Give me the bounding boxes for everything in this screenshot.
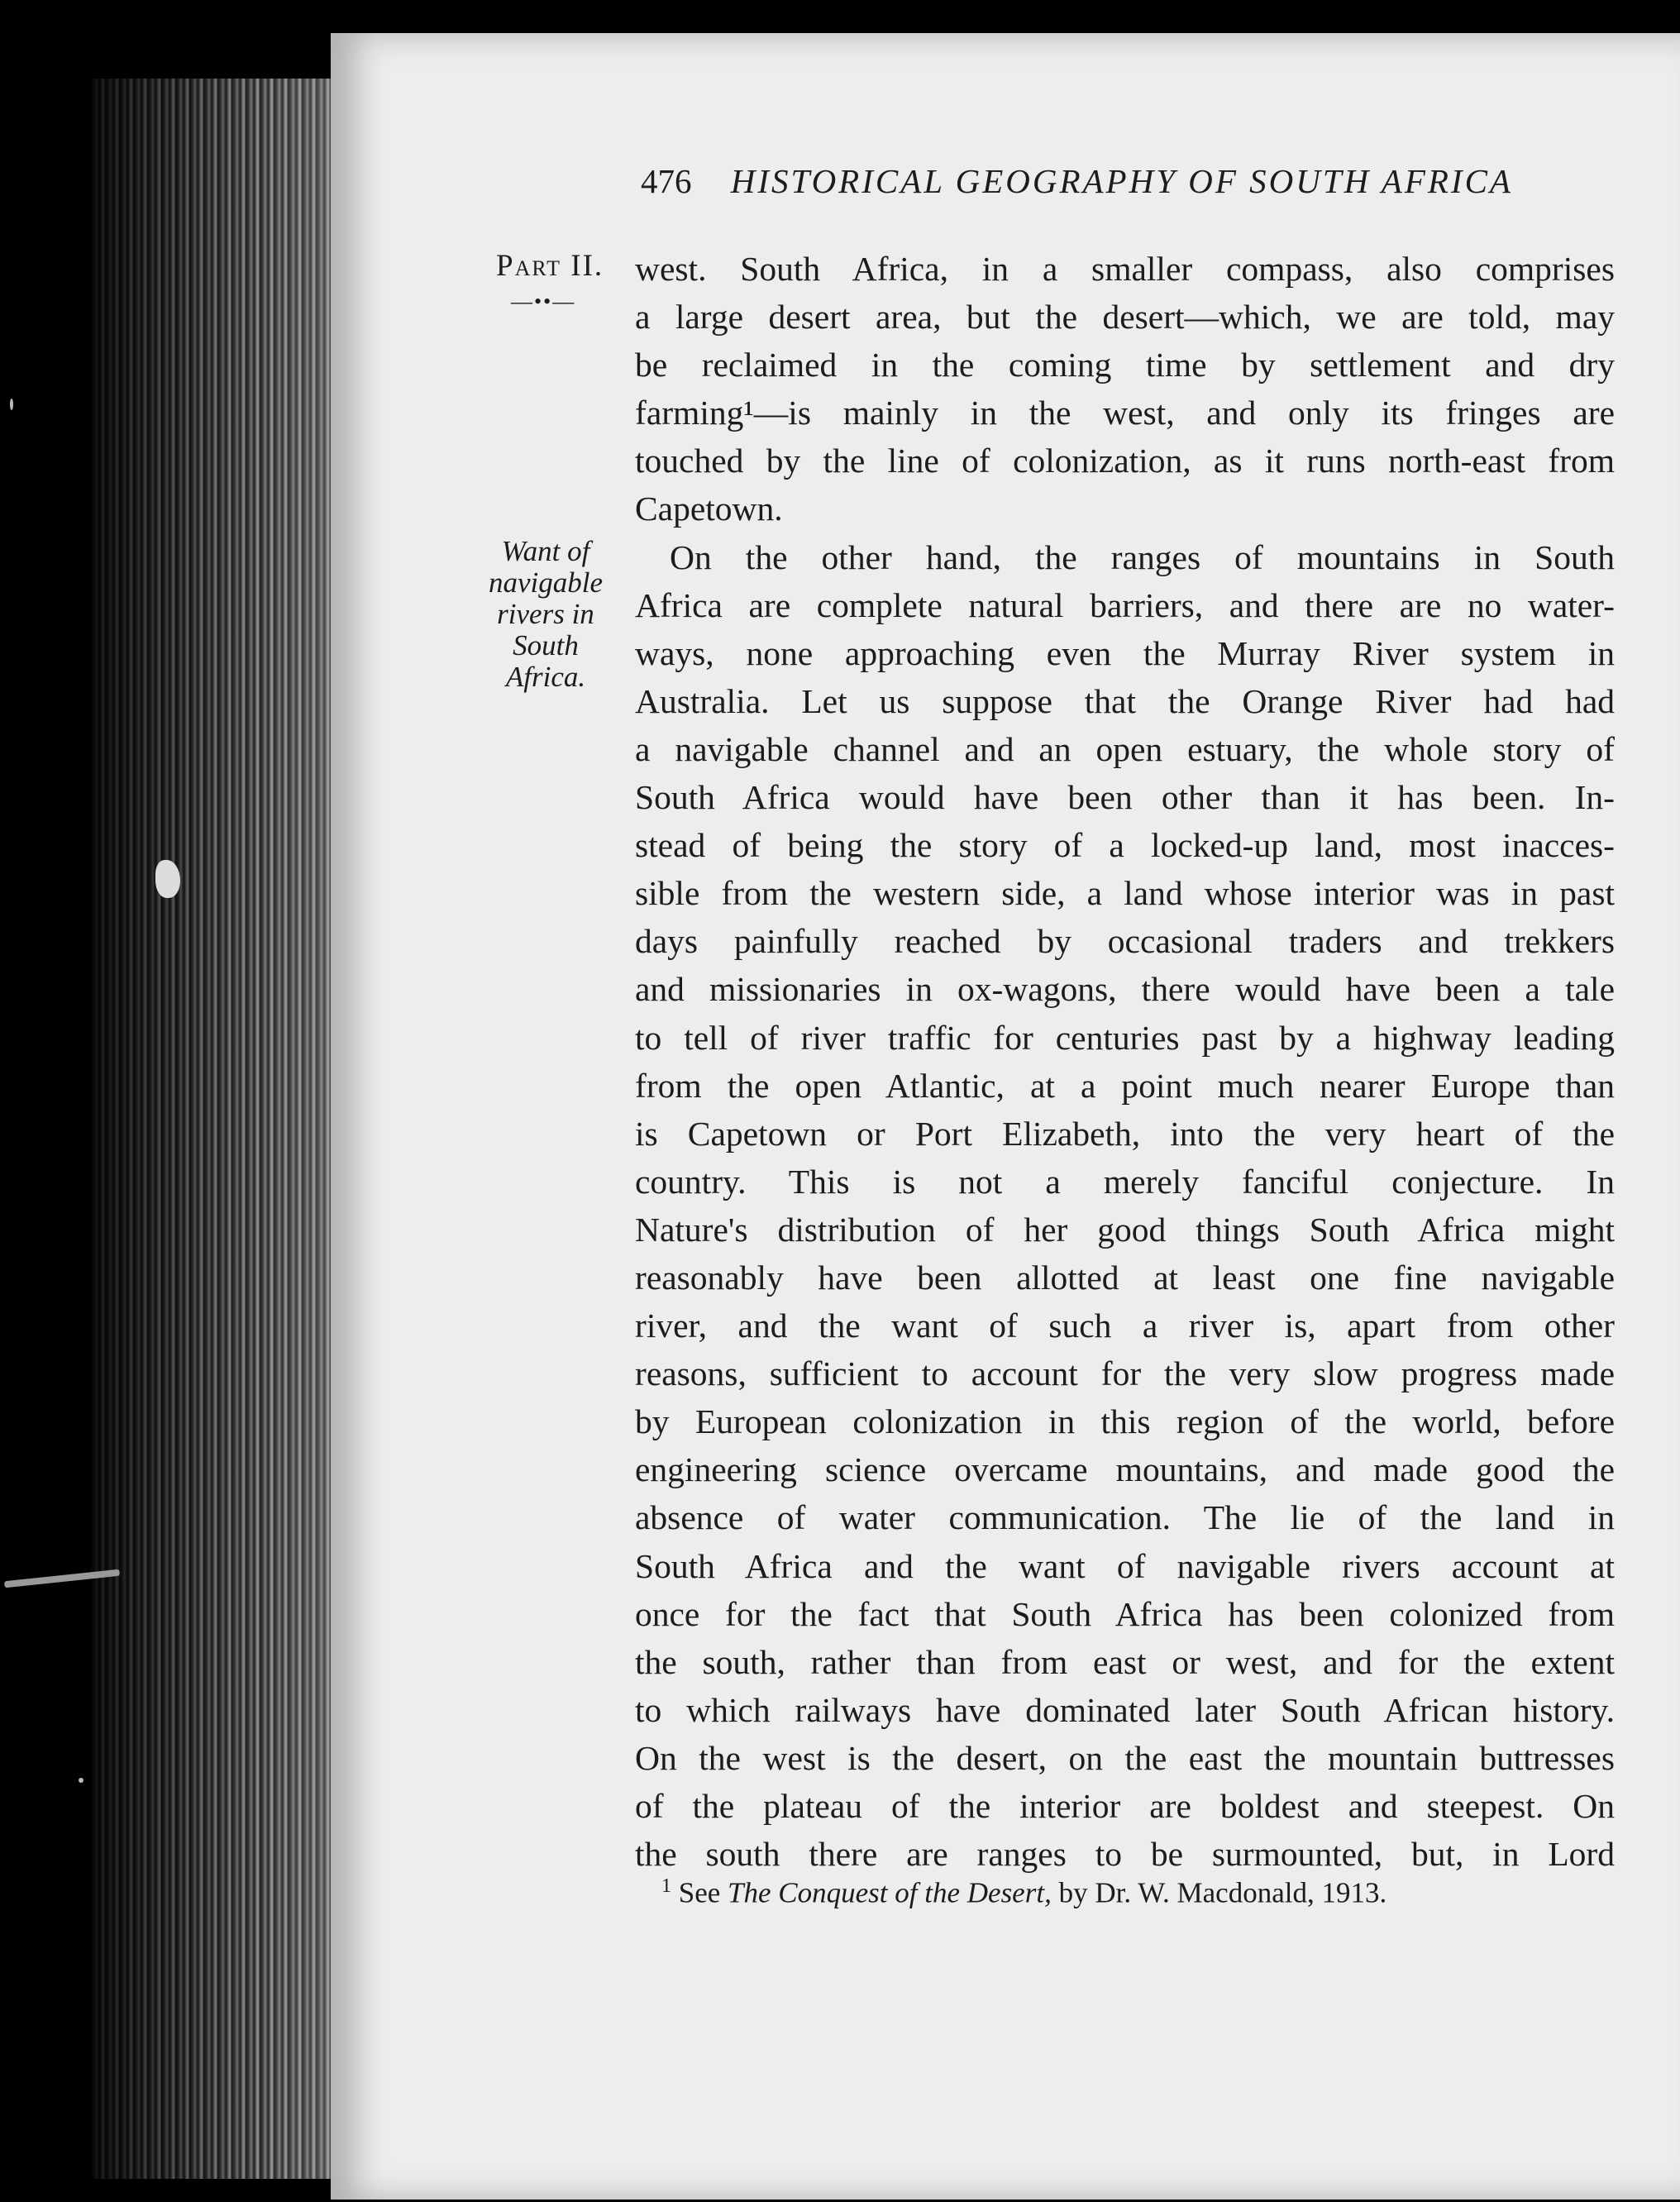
text-line: reasonably have been allotted at least one fine navigable bbox=[635, 1258, 1615, 1297]
footnote-marker: 1 bbox=[661, 1875, 671, 1897]
body-text bbox=[635, 245, 1615, 1878]
part-label: Part II. bbox=[496, 249, 604, 283]
footnote-suffix: by Dr. W. Macdonald, 1913. bbox=[1058, 1876, 1387, 1909]
text-line: a navigable channel and an open estuary, the whole story of bbox=[635, 729, 1615, 768]
text-line: South Africa and the want of navigable rivers account at bbox=[635, 1546, 1615, 1585]
text-line: of the plateau of the interior are boldest and steepest. On bbox=[635, 1787, 1615, 1825]
text-line: Australia. Let us suppose that the Orange River had had bbox=[635, 681, 1615, 720]
text-line: is Capetown or Port Elizabeth, into the very heart of the bbox=[635, 1114, 1615, 1153]
text-line: farming¹—is mainly in the west, and only its fringes are bbox=[635, 394, 1615, 432]
scan-speck bbox=[155, 860, 180, 898]
page-edges-shadow bbox=[91, 79, 339, 2179]
margin-note-line: South bbox=[513, 629, 579, 662]
footnote-prefix: See bbox=[678, 1876, 721, 1909]
page-number: 476 bbox=[641, 162, 692, 200]
text-line: the south there are ranges to be surmounted, but, in Lord bbox=[635, 1835, 1615, 1874]
text-line: stead of being the story of a locked-up land, most inacces- bbox=[635, 826, 1615, 865]
text-line: Capetown. bbox=[635, 490, 783, 528]
text-line: and missionaries in ox-wagons, there would have been a tale bbox=[635, 970, 1615, 1009]
text-line: South Africa would have been other than it has been. In- bbox=[635, 778, 1615, 817]
margin-note-line: navigable bbox=[488, 566, 604, 599]
text-line: days painfully reached by occasional traders and trekkers bbox=[635, 922, 1615, 961]
text-line: touched by the line of colonization, as it runs north-east from bbox=[635, 442, 1615, 480]
text-line: ways, none approaching even the Murray River system in bbox=[635, 633, 1615, 672]
margin-note-line: Africa. bbox=[505, 661, 586, 693]
scan-speck bbox=[10, 399, 13, 410]
footnote bbox=[661, 1875, 1386, 1910]
ornament: —••— bbox=[511, 289, 576, 313]
text-line: the south, rather than from east or west, and for the extent bbox=[635, 1642, 1615, 1681]
footnote-title: The Conquest of the Desert, bbox=[728, 1876, 1052, 1909]
text-line: a large desert area, but the desert—which, we are told, may bbox=[635, 298, 1615, 337]
text-line: engineering science overcame mountains, and made good the bbox=[635, 1450, 1615, 1489]
running-title: HISTORICAL GEOGRAPHY OF SOUTH AFRICA bbox=[730, 162, 1513, 200]
text-line: be reclaimed in the coming time by settlement and dry bbox=[635, 346, 1615, 385]
scan-speck bbox=[79, 1778, 84, 1783]
text-line: river, and the want of such a river is, apart from other bbox=[635, 1306, 1615, 1345]
text-line: from the open Atlantic, at a point much nearer Europe than bbox=[635, 1066, 1615, 1105]
text-line: On the other hand, the ranges of mountains in South bbox=[670, 537, 1615, 576]
margin-note-line: rivers in bbox=[497, 598, 594, 630]
text-line: west. South Africa, in a smaller compass, also comprises bbox=[635, 250, 1615, 288]
text-line: by European colonization in this region of the world, before bbox=[635, 1402, 1615, 1441]
text-line: absence of water communication. The lie of the land in bbox=[635, 1498, 1615, 1537]
text-line: On the west is the desert, on the east the mountain buttresses bbox=[635, 1738, 1615, 1777]
margin-note-line: Want of bbox=[501, 535, 590, 567]
text-line: country. This is not a merely fanciful conjecture. In bbox=[635, 1162, 1615, 1201]
text-line: sible from the western side, a land whose interior was in past bbox=[635, 874, 1615, 913]
running-header bbox=[641, 161, 1612, 201]
text-line: to tell of river traffic for centuries past by a highway leading bbox=[635, 1018, 1615, 1057]
text-line: Nature's distribution of her good things South Africa might bbox=[635, 1210, 1615, 1249]
margin-note bbox=[475, 536, 616, 693]
text-line: to which railways have dominated later South African history. bbox=[635, 1690, 1615, 1729]
text-line: reasons, sufficient to account for the very slow progress made bbox=[635, 1354, 1615, 1393]
text-line: once for the fact that South Africa has been colonized from bbox=[635, 1594, 1615, 1633]
text-line: Africa are complete natural barriers, and there are no water- bbox=[635, 585, 1615, 624]
